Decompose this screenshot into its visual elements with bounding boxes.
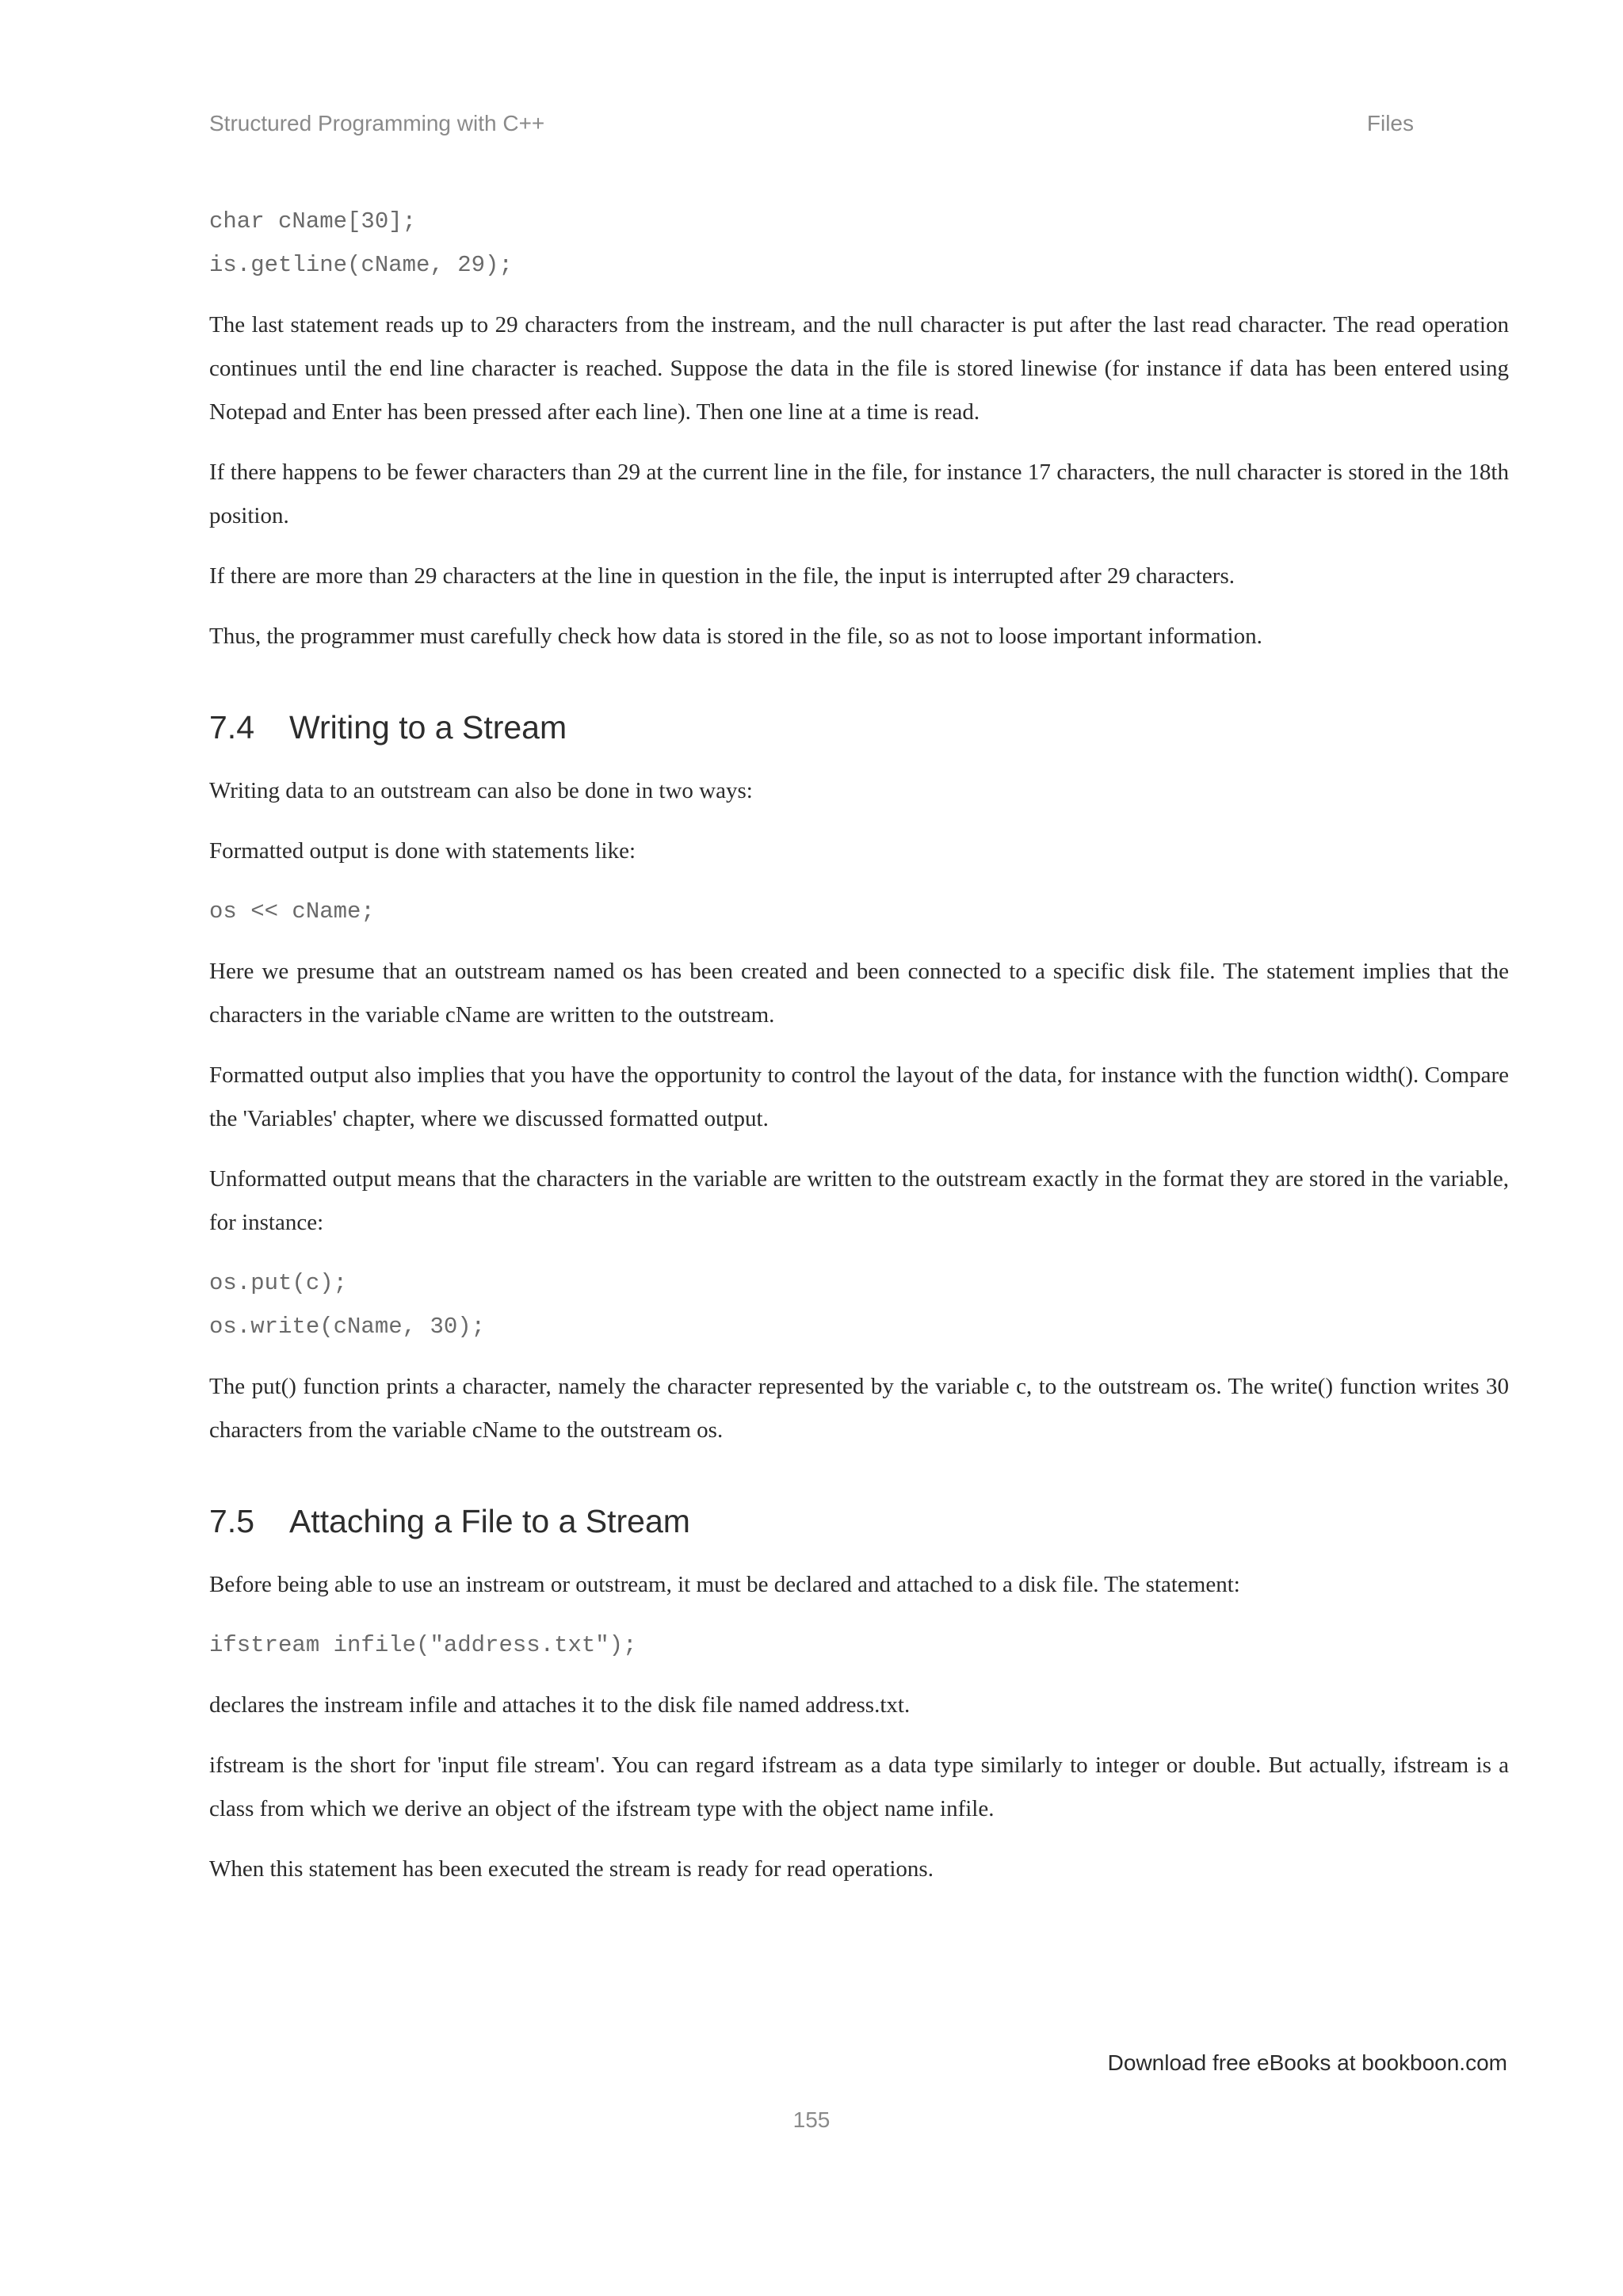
paragraph: When this statement has been executed the stream is ready for read operations. [209, 1856, 934, 1882]
paragraph: The last statement reads up to 29 characters from the instream, and the null character is put after the last read character. The read operation continues until the end line character is reached. Suppose the data in the file is stored linewise (for instance if data has been entered using Notepad and Enter has been pressed after each line). Then one line at a time is read. [209, 312, 1509, 425]
paragraph: Thus, the programmer must carefully check how data is stored in the file, so as not to loose important information. [209, 624, 1262, 649]
code-block-formatted-output [209, 890, 1509, 933]
download-promo-link[interactable]: Download free eBooks at bookboon.com [1107, 2050, 1507, 2075]
code-line: ifstream infile("address.txt"); [209, 1632, 637, 1658]
code-line: os.put(c); [209, 1270, 348, 1296]
code-line: os << cName; [209, 898, 375, 925]
paragraph: Here we presume that an outstream named os has been created and been connected to a specific disk file. The statement implies that the characters in the variable cName are written to the outstream. [209, 959, 1509, 1028]
section-number: 7.4 [209, 709, 254, 746]
section-number: 7.5 [209, 1503, 254, 1539]
section-title: Writing to a Stream [289, 709, 567, 746]
paragraph: Formatted output also implies that you have the opportunity to control the layout of the data, for instance with the function width(). Compare the 'Variables' chapter, where we discussed formatted output. [209, 1062, 1509, 1131]
section-title: Attaching a File to a Stream [289, 1503, 690, 1539]
paragraph: ifstream is the short for 'input file stream'. You can regard ifstream as a data type similarly to integer or double. But actually, ifstream is a class from which we derive an object of the ifstream type with the object name infile. [209, 1753, 1509, 1821]
code-line: char cName[30]; [209, 208, 417, 235]
paragraph: Writing data to an outstream can also be done in two ways: [209, 778, 753, 803]
page-content [209, 200, 1509, 1908]
section-heading-7-4 [209, 706, 1509, 749]
code-line: is.getline(cName, 29); [209, 252, 513, 278]
paragraph: Formatted output is done with statements like: [209, 838, 636, 864]
book-title: Structured Programming with C++ [209, 111, 545, 135]
paragraph: If there are more than 29 characters at the line in question in the file, the input is interrupted after 29 characters. [209, 563, 1235, 589]
code-block-ifstream [209, 1623, 1509, 1667]
page-number: 155 [792, 2107, 831, 2132]
running-header [209, 111, 1414, 136]
code-line: os.write(cName, 30); [209, 1314, 486, 1340]
code-block-unformatted-output [209, 1261, 1509, 1348]
paragraph: Unformatted output means that the characters in the variable are written to the outstream exactly in the format they are stored in the variable, for instance: [209, 1166, 1509, 1235]
code-block-getline [209, 200, 1509, 287]
paragraph: The put() function prints a character, namely the character represented by the variable c, to the outstream os. The write() function writes 30 characters from the variable cName to the outstream os. [209, 1374, 1509, 1443]
paragraph: Before being able to use an instream or outstream, it must be declared and attached to a disk file. The statement: [209, 1572, 1240, 1597]
section-heading-7-5 [209, 1500, 1509, 1543]
chapter-title: Files [1366, 111, 1414, 135]
paragraph: If there happens to be fewer characters than 29 at the current line in the file, for instance 17 characters, the null character is stored in the 18th position. [209, 460, 1509, 528]
paragraph: declares the instream infile and attaches it to the disk file named address.txt. [209, 1692, 911, 1718]
